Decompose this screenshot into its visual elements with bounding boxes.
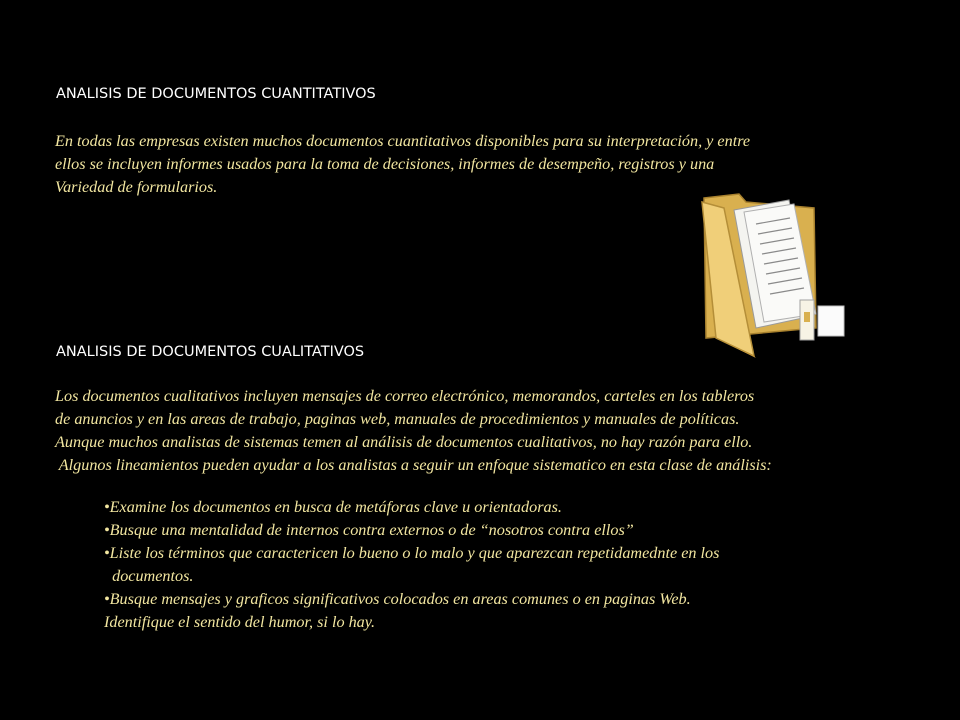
list-item: •Liste los términos que caractericen lo bueno o lo malo y que aparezcan repetidamednte en los xyxy=(104,544,720,562)
section-heading-cualitativos: ANALISIS DE DOCUMENTOS CUALITATIVOS xyxy=(56,344,365,360)
list-item: Identifique el sentido del humor, si lo hay. xyxy=(104,613,376,631)
paragraph-line: Los documentos cualitativos incluyen mensajes de correo electrónico, memorandos, carteles en los tableros xyxy=(55,387,755,405)
list-item: documentos. xyxy=(104,567,194,585)
list-item: •Busque una mentalidad de internos contra externos o de “nosotros contra ellos” xyxy=(104,521,634,539)
list-item: •Busque mensajes y graficos significativos colocados en areas comunes o en paginas Web. xyxy=(104,590,691,608)
folder-documents-icon xyxy=(694,188,854,360)
paragraph-line: En todas las empresas existen muchos documentos cuantitativos disponibles para su interpretación, y entre xyxy=(55,132,751,150)
list-item: •Examine los documentos en busca de metáforas clave u orientadoras. xyxy=(104,498,562,516)
paragraph-line: de anuncios y en las areas de trabajo, paginas web, manuales de procedimientos y manuales de políticas. xyxy=(55,410,740,428)
section-heading-cuantitativos: ANALISIS DE DOCUMENTOS CUANTITATIVOS xyxy=(56,86,376,102)
paragraph-cualitativos xyxy=(55,385,772,477)
paragraph-line: ellos se incluyen informes usados para la toma de decisiones, informes de desempeño, registros y una xyxy=(55,155,715,173)
paragraph-cuantitativos xyxy=(55,130,750,199)
paragraph-line: Algunos lineamientos pueden ayudar a los analistas a seguir un enfoque sistematico en esta clase de análisis: xyxy=(55,456,772,474)
guidelines-list xyxy=(104,496,719,634)
paragraph-line: Variedad de formularios. xyxy=(55,178,218,196)
paragraph-line: Aunque muchos analistas de sistemas temen al análisis de documentos cualitativos, no hay razón para ello. xyxy=(55,433,753,451)
